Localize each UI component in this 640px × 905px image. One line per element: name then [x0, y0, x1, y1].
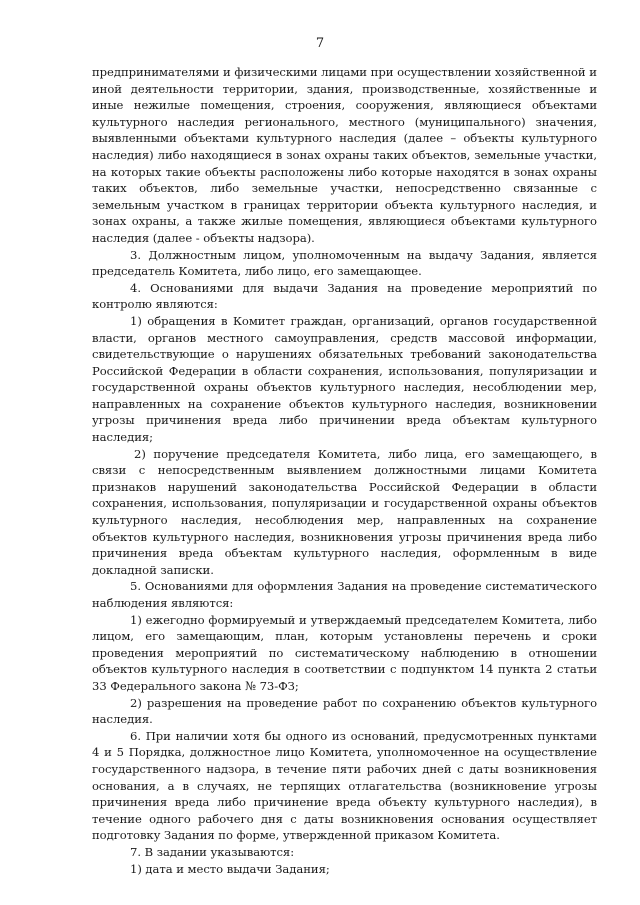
paragraph-item-6: 6. При наличии хотя бы одного из оснований, предусмотренных пунктами 4 и 5 Порядка, должностное лицо Комитета, уполномоченное на осуществление государственного надзора, в течение пяти рабочих дней с даты возникновения основания, а в случаях, не терпящих отлагательства (возникновение угрозы причинения вреда либо причинение вреда объекту культурного наследия), в течение одного рабочего дня с даты возникновения основания осуществляет подготовку Задания по форме, утвержденной приказом Комитета. [92, 728, 597, 843]
paragraph-item-7-1: 1) дата и место выдачи Задания; [130, 861, 330, 876]
paragraph-continuation: предпринимателями и физическими лицами при осуществлении хозяйственной и иной деятельности территории, здания, производственные, хозяйственные и иные нежилые помещения, строения, сооружения, являющиеся объектами культурного наследия регионального, местного (муниципального) значения, выявленными объектами культурного наследия (далее – объекты культурного наследия) либо находящиеся в зонах охраны таких объектов, земельные участки, на которых такие объекты расположены либо которые находятся в зонах охраны таких объектов, либо земельные участки, непосредственно связанные с земельным участком в границах территории объекта культурного наследия, и зонах охраны, а также жилые помещения, являющиеся объектами культурного наследия (далее - объекты надзора). [92, 65, 597, 245]
paragraph-item-4-1: 1) обращения в Комитет граждан, организаций, органов государственной власти, органов местного самоуправления, средств массовой информации, свидетельствующие о нарушениях обязательных требований законодательства Российской Федерации в области сохранения, использования, популяризации и государственной охраны объектов культурного наследия, несоблюдении мер, направленных на сохранение объектов культурного наследия, возникновении угрозы причинения вреда либо причинении вреда объектам культурного наследия; [92, 313, 597, 445]
paragraph-item-5-1: 1) ежегодно формируемый и утверждаемый председателем Комитета, либо лицом, его замещающим, план, которым установлены перечень и сроки проведения мероприятий по систематическому наблюдению в отношении объектов культурного наследия в соответствии с подпунктом 14 пункта 2 статьи 33 Федерального закона № 73-ФЗ; [92, 612, 597, 693]
paragraph-item-5: 5. Основаниями для оформления Задания на проведение систематического наблюдения являются: [92, 579, 597, 610]
paragraph-item-7: 7. В задании указываются: [130, 844, 295, 859]
page-number: 7 [315, 36, 325, 51]
paragraph-item-4-2: 2) поручение председателя Комитета, либо лица, его замещающего, в связи с непосредственным выявлением должностными лицами Комитета признаков нарушений законодательства Российской Федерации в области сохранения, использования, популяризации и государственной охраны объектов культурного наследия, несоблюдения мер, направленных на сохранение объектов культурного наследия, возникновения угрозы причинения вреда либо причинения вреда объектам культурного наследия, оформленным в виде докладной записки. [92, 446, 597, 577]
document-body [92, 64, 597, 877]
paragraph-item-3: 3. Должностным лицом, уполномоченным на выдачу Задания, является председатель Комитета, либо лицо, его замещающее. [92, 247, 597, 279]
paragraph-item-5-2: 2) разрешения на проведение работ по сохранению объектов культурного наследия. [92, 695, 597, 727]
paragraph-item-4: 4. Основаниями для выдачи Задания на проведение мероприятий по контролю являются: [92, 280, 597, 312]
